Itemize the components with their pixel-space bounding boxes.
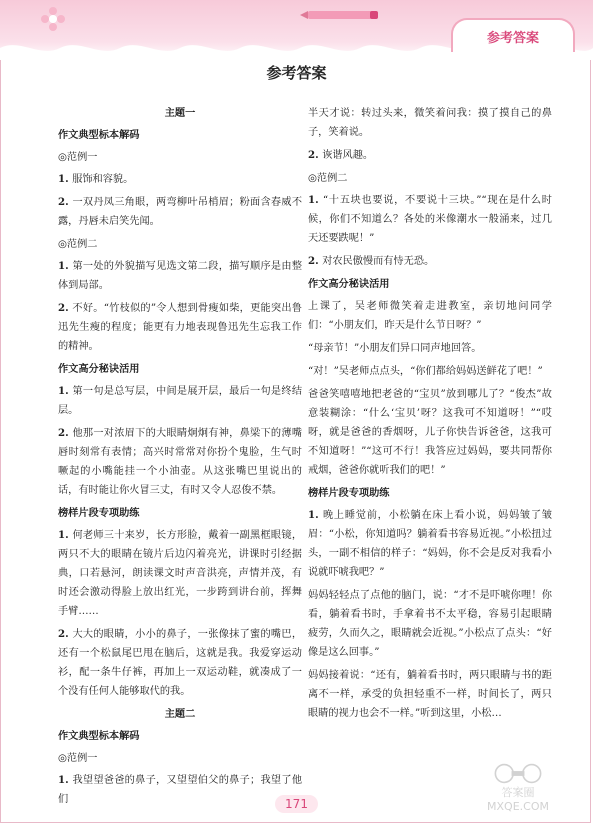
- answer-item: [58, 170, 302, 189]
- answer-text: “对！”吴老师点点头，“你们都给妈妈送鲜花了吧！”: [308, 366, 543, 377]
- answer-item: [308, 146, 552, 165]
- answer-item: [308, 339, 552, 358]
- example-label: ◎范例二: [58, 239, 98, 250]
- answer-number: 1.: [308, 509, 323, 521]
- flower-icon: [40, 6, 66, 32]
- answer-item: [58, 382, 302, 420]
- answer-text: 晚上睡觉前，小松躺在床上看小说，妈妈皱了皱眉：“小松，你知道吗？躺着看书容易近视。”小松扭过头，一副不相信的样子：“妈妈，你不会是反对我看小说就吓唬我吧？”: [308, 510, 553, 578]
- answer-item: [58, 299, 302, 356]
- answer-text: 第一处的外貌描写见选文第二段，描写顺序是由整体到局部。: [58, 261, 303, 291]
- pencil-icon: [300, 8, 380, 22]
- theme-heading: 主题二: [164, 709, 196, 720]
- answer-text: 服饰和容貌。: [72, 174, 134, 185]
- answer-text: “母亲节！”小朋友们异口同声地回答。: [308, 343, 482, 354]
- answer-number: 1.: [58, 774, 73, 786]
- answer-item: [308, 506, 552, 582]
- answer-text: 对农民傲慢而有恃无恐。: [322, 256, 435, 267]
- example-label: ◎范例一: [58, 152, 98, 163]
- answer-number: 1.: [58, 260, 73, 272]
- answer-number: 1.: [58, 385, 73, 397]
- answer-number: 2.: [308, 255, 323, 267]
- answer-number: 1.: [58, 529, 73, 541]
- section-heading: 作文高分秘诀活用: [308, 279, 390, 290]
- answer-text: 何老师三十来岁，长方形脸，戴着一副黑框眼镜，两只不大的眼睛在镜片后边闪着亮光，讲课时引经据典，口若悬河，朗读课文时声音洪亮，声情并茂，有时还会激动得脸上放出红光，一步跨到讲台前，挥舞手臂……: [58, 530, 303, 617]
- answer-item: [58, 257, 302, 295]
- answer-item: [308, 191, 552, 248]
- answer-text: 诙谐风趣。: [322, 150, 374, 161]
- watermark-url: MXQE.COM: [487, 800, 549, 813]
- answer-text: 上课了，吴老师微笑着走进教室，亲切地问同学们：“小朋友们，昨天是什么节日呀？”: [308, 301, 552, 331]
- page-number-label: 171: [275, 795, 318, 813]
- right-column: [308, 104, 552, 727]
- section-heading: 榜样片段专项助练: [58, 508, 140, 519]
- answer-item: [308, 362, 552, 381]
- watermark-title: 答案圈: [501, 786, 535, 799]
- answer-text: 妈妈接着说：“还有，躺着看书时，两只眼睛与书的距离不一样，承受的负担轻重不一样，时间长了，两只眼睛的视力也会不一样。”听到这里，小松…: [308, 670, 552, 719]
- answer-text: 妈妈轻轻点了点他的脑门，说：“才不是吓唬你哩！你看，躺着看书时，手拿着书不太平稳，容易引起眼睛疲劳，久而久之，眼睛就会近视。”小松点了点头：“好像是这么回事。”: [308, 590, 552, 658]
- answer-number: 1.: [308, 194, 323, 206]
- answer-item: [308, 297, 552, 335]
- answer-item: [308, 385, 552, 480]
- answer-number: 1.: [58, 173, 73, 185]
- answer-item: [308, 104, 552, 142]
- answer-item: [58, 625, 302, 701]
- watermark-logo-icon: [488, 763, 548, 784]
- answer-text: 第一句是总写层，中间是展开层，最后一句是终结层。: [58, 386, 303, 416]
- answer-item: [308, 252, 552, 271]
- answer-text: 他那一对浓眉下的大眼睛炯炯有神，鼻梁下的薄嘴唇时刻常有表情；高兴时常常对你扮个鬼脸，生气时噘起的小嘴能挂一个小油壶。从这张嘴巴里说出的话，有时能让你火冒三丈，有时又令人忍俊不禁。: [58, 428, 303, 496]
- example-label: ◎范例一: [58, 753, 98, 764]
- answer-text: 我望望爸爸的鼻子，又望望伯父的鼻子；我望了他们: [58, 775, 303, 805]
- answer-item: [58, 526, 302, 621]
- watermark: [463, 763, 573, 813]
- answer-item: [308, 586, 552, 662]
- answer-item: [308, 666, 552, 723]
- answer-text: 爸爸笑嘻嘻地把老爸的“宝贝”放到哪儿了？“俊杰”故意装糊涂：“什么‘宝贝’呀？这我可不知道呀！”“哎呀，就是爸爸的香烟呀，儿子你快告诉爸爸，这我可不知道呀！”“这可不行！我答应过妈妈，要共同帮你戒烟，爸爸你就听我们的吧！”: [308, 389, 552, 476]
- answer-badge: 参考答案: [451, 18, 575, 52]
- section-heading: 作文典型标本解码: [58, 130, 140, 141]
- answer-text: “十五块也要说，不要说十三块。”“现在是什么时候，你们不知道么？各处的米像潮水一般涌来，过几天还要跌呢！”: [308, 195, 552, 244]
- left-column: [58, 104, 302, 813]
- answer-text: 不好。“竹枝似的”令人想到骨瘦如柴，更能突出鲁迅先生瘦的程度；能更有力地表现鲁迅先生忘我工作的精神。: [58, 303, 302, 352]
- section-heading: 作文典型标本解码: [58, 731, 140, 742]
- answer-number: 2.: [58, 302, 73, 314]
- answer-text: 大大的眼睛，小小的鼻子，一张像抹了蜜的嘴巴，还有一个松鼠尾巴甩在脑后，这就是我。我爱穿运动衫，配一条牛仔裤，再加上一双运动鞋，就凑成了一个没有任何人能够取代的我。: [58, 629, 303, 697]
- answer-item: [58, 424, 302, 500]
- header-band: [0, 0, 593, 60]
- page-title: 参考答案: [266, 64, 327, 82]
- answer-item: [58, 193, 302, 231]
- answer-number: 2.: [308, 149, 323, 161]
- section-heading: 榜样片段专项助练: [308, 488, 390, 499]
- answer-number: 2.: [58, 196, 73, 208]
- theme-heading: 主题一: [164, 108, 196, 119]
- section-heading: 作文高分秘诀活用: [58, 364, 140, 375]
- answer-number: 2.: [58, 427, 73, 439]
- answer-text: 一双丹凤三角眼，两弯柳叶吊梢眉；粉面含春威不露，丹唇未启笑先闻。: [58, 197, 303, 227]
- example-label: ◎范例二: [308, 173, 348, 184]
- answer-text: 半天才说：转过头来，微笑着问我：摸了摸自己的鼻子，笑着说。: [308, 108, 552, 138]
- answer-number: 2.: [58, 628, 73, 640]
